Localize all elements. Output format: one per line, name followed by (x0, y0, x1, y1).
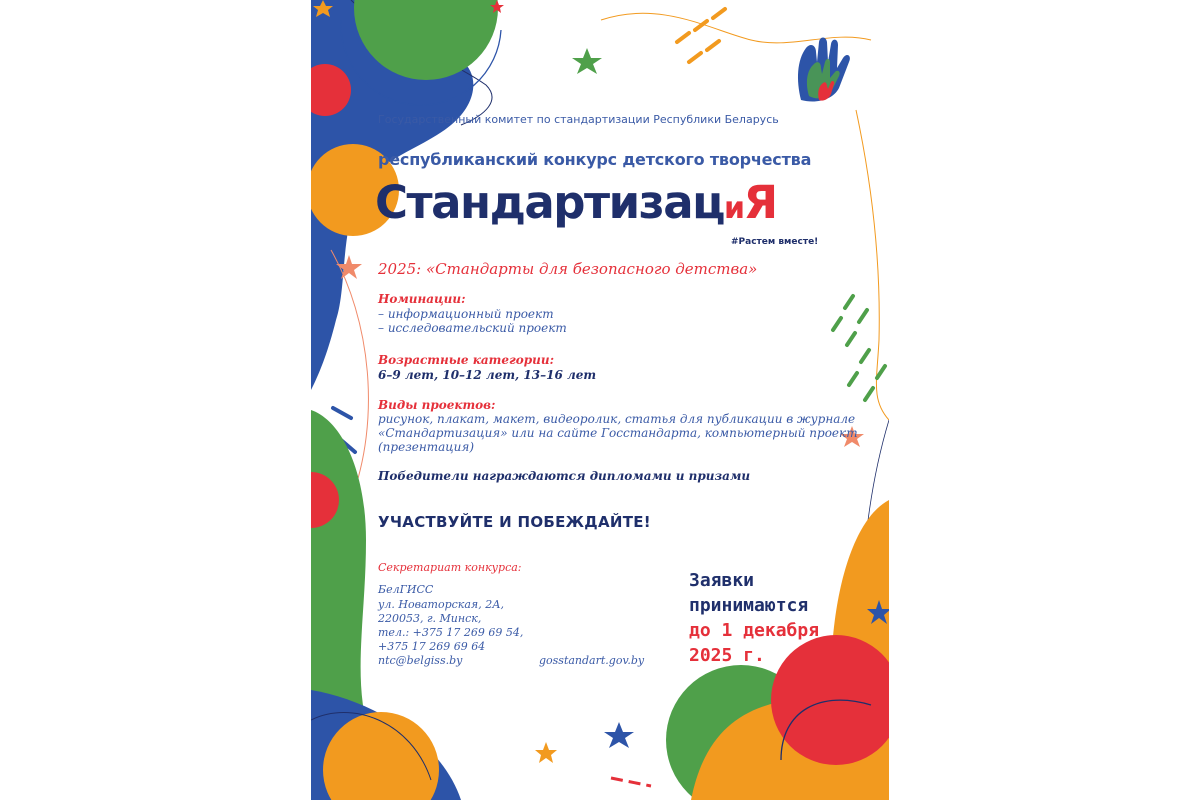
star-icon (535, 742, 557, 763)
title-accent-ya: Я (743, 176, 777, 229)
hands-logo-icon (798, 38, 850, 102)
secretariat-phone: +375 17 269 69 64 (378, 640, 486, 653)
star-icon (572, 48, 602, 74)
website-link[interactable]: gosstandart.gov.by (539, 654, 645, 667)
deadline-line: принимаются (689, 595, 809, 616)
star-icon (604, 722, 634, 748)
nomination-item: – исследовательский проект (378, 321, 567, 335)
winners-note: Победители награждаются дипломами и призами (378, 469, 751, 483)
secretariat-phone: тел.: +375 17 269 69 54, (378, 626, 524, 639)
call-to-action: УЧАСТВУЙТЕ И ПОБЕЖДАЙТЕ! (378, 513, 651, 531)
project-types-line: рисунок, плакат, макет, видеоролик, статья для публикации в журнале (378, 412, 856, 426)
red-dash-bottom (611, 778, 651, 786)
project-types-label: Виды проектов: (378, 398, 496, 412)
secretariat-line: ул. Новаторская, 2А, (378, 598, 505, 611)
nomination-item: – информационный проект (378, 307, 554, 321)
orange-line-top (601, 13, 871, 43)
poster (311, 0, 889, 800)
deadline-year: 2025 г. (689, 645, 765, 666)
contest-title (375, 176, 777, 229)
green-dashes (833, 296, 885, 400)
project-types-line: (презентация) (378, 440, 475, 454)
secretariat-line: БелГИСС (378, 583, 434, 596)
secretariat-label: Секретариат конкурса: (378, 561, 522, 574)
hashtag: #Растем вместе! (731, 237, 819, 247)
project-types-line: «Стандартизация» или на сайте Госстандарта, компьютерный проект (378, 426, 858, 440)
orange-line-right (856, 110, 889, 420)
contest-subtitle: республиканский конкурс детского творчества (378, 150, 812, 169)
deadline-line: Заявки (689, 570, 755, 591)
secretariat-email[interactable]: ntc@belgiss.by (378, 654, 463, 667)
nominations-label: Номинации: (378, 292, 466, 306)
age-categories-value: 6–9 лет, 10–12 лет, 13–16 лет (378, 368, 597, 382)
deadline-date: до 1 декабря (689, 620, 820, 641)
title-accent-i: и (723, 191, 744, 226)
age-categories-label: Возрастные категории: (378, 353, 554, 367)
contest-theme: 2025: «Стандарты для безопасного детства» (378, 260, 758, 278)
orange-dashes (677, 9, 725, 62)
organization-name: Государственный комитет по стандартизации Республики Беларусь (378, 113, 779, 126)
secretariat-line: 220053, г. Минск, (378, 612, 482, 625)
title-main: Стандартизац (375, 176, 724, 229)
